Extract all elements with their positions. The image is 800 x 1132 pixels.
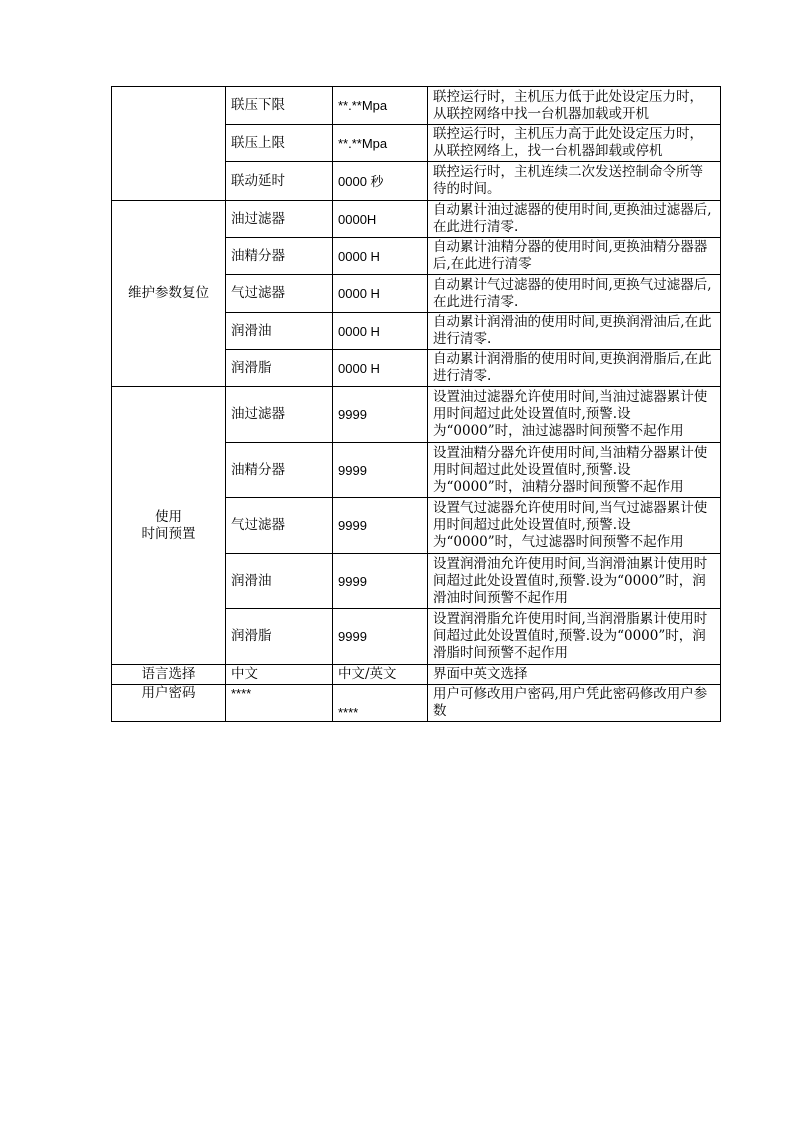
parameter-table xyxy=(111,86,721,722)
param-value: 0000 H xyxy=(333,313,428,350)
table-row xyxy=(112,387,721,443)
param-value: 9999 xyxy=(333,387,428,443)
param-description: 界面中英文选择 xyxy=(428,665,721,685)
group-cell-usage xyxy=(112,387,226,665)
param-description: 自动累计气过滤器的使用时间,更换气过滤器后,在此进行清零. xyxy=(428,275,721,313)
group-cell-password: 用户密码 xyxy=(112,685,226,722)
param-description: 设置油过滤器允许使用时间,当油过滤器累计使用时间超过此处设置值时,预警.设为“0000”时，油过滤器时间预警不起作用 xyxy=(428,387,721,443)
param-value: 中文/英文 xyxy=(333,665,428,685)
param-value: 0000 H xyxy=(333,350,428,387)
param-name: 联动延时 xyxy=(226,162,333,201)
param-description: 自动累计润滑油的使用时间,更换润滑油后,在此进行清零. xyxy=(428,313,721,350)
param-description: 设置气过滤器允许使用时间,当气过滤器累计使用时间超过此处设置值时,预警.设为“0000”时，气过滤器时间预警不起作用 xyxy=(428,498,721,554)
param-value: **.**Mpa xyxy=(333,125,428,162)
param-description: 设置油精分器允许使用时间,当油精分器累计使用时间超过此处设置值时,预警.设为“0000”时，油精分器时间预警不起作用 xyxy=(428,443,721,498)
param-name: 油精分器 xyxy=(226,238,333,275)
param-name: 气过滤器 xyxy=(226,275,333,313)
param-name: 油精分器 xyxy=(226,443,333,498)
group-label-line1: 使用 xyxy=(155,508,182,525)
param-name: 油过滤器 xyxy=(226,201,333,238)
param-name: 润滑油 xyxy=(226,313,333,350)
param-description: 自动累计润滑脂的使用时间,更换润滑脂后,在此进行清零. xyxy=(428,350,721,387)
param-description: 自动累计油过滤器的使用时间,更换油过滤器后,在此进行清零. xyxy=(428,201,721,238)
param-value: 0000 H xyxy=(333,275,428,313)
param-description: 联控运行时，主机压力高于此处设定压力时，从联控网络上，找一台机器卸载或停机 xyxy=(428,125,721,162)
group-cell-language: 语言选择 xyxy=(112,665,226,685)
param-name: 联压下限 xyxy=(226,87,333,125)
param-name: 联压上限 xyxy=(226,125,333,162)
param-description: 设置润滑油允许使用时间,当润滑油累计使用时间超过此处设置值时,预警.设为“0000”时，润滑油时间预警不起作用 xyxy=(428,554,721,609)
param-value: 9999 xyxy=(333,443,428,498)
param-name: 中文 xyxy=(226,665,333,685)
group-label-line2: 时间预置 xyxy=(141,525,196,542)
param-description: 联控运行时，主机压力低于此处设定压力时，从联控网络中找一台机器加载或开机 xyxy=(428,87,721,125)
param-value: 0000 H xyxy=(333,238,428,275)
table-row xyxy=(112,87,721,125)
param-value: 0000H xyxy=(333,201,428,238)
param-name: 润滑脂 xyxy=(226,350,333,387)
param-name: 润滑脂 xyxy=(226,609,333,665)
param-description: 自动累计油精分器的使用时间,更换油精分器器后,在此进行清零 xyxy=(428,238,721,275)
param-value: **.**Mpa xyxy=(333,87,428,125)
param-name: 气过滤器 xyxy=(226,498,333,554)
table-row xyxy=(112,685,721,722)
param-value: 9999 xyxy=(333,554,428,609)
group-cell-maintenance: 维护参数复位 xyxy=(112,201,226,387)
param-value: 9999 xyxy=(333,609,428,665)
param-value: **** xyxy=(333,685,428,722)
table-row xyxy=(112,201,721,238)
param-description: 用户可修改用户密码,用户凭此密码修改用户参数 xyxy=(428,685,721,722)
param-description: 联控运行时，主机连续二次发送控制命令所等待的时间。 xyxy=(428,162,721,201)
param-name: 油过滤器 xyxy=(226,387,333,443)
param-description: 设置润滑脂允许使用时间,当润滑脂累计使用时间超过此处设置值时,预警.设为“0000”时，润滑脂时间预警不起作用 xyxy=(428,609,721,665)
param-value: 9999 xyxy=(333,498,428,554)
table-row xyxy=(112,665,721,685)
param-name: 润滑油 xyxy=(226,554,333,609)
param-name: **** xyxy=(226,685,333,722)
group-cell-linkage xyxy=(112,87,226,201)
param-value: 0000 秒 xyxy=(333,162,428,201)
